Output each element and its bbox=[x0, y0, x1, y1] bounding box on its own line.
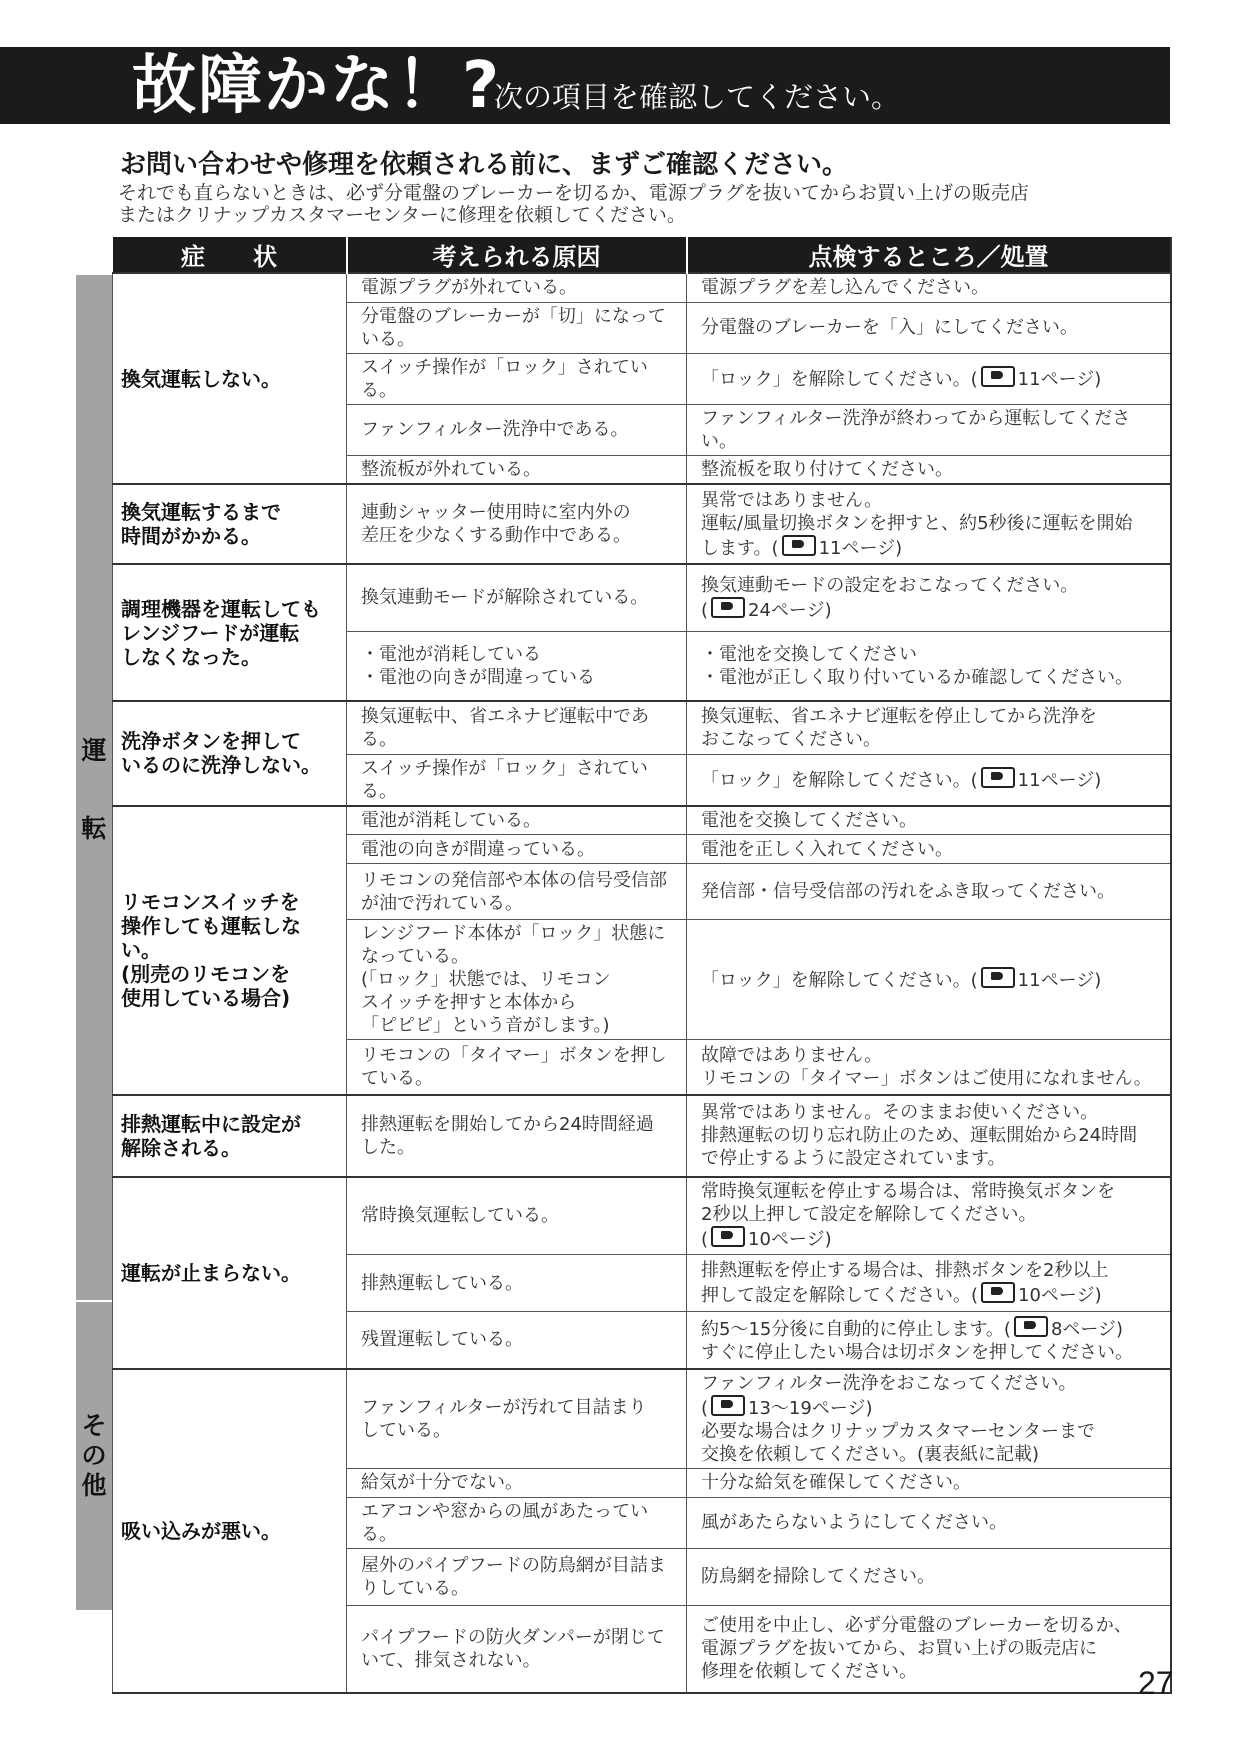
cause-cell: 連動シャッター使用時に室内外の 差圧を少なくする動作中である。 bbox=[347, 484, 687, 564]
action-text: 電池を交換してください。 bbox=[701, 809, 917, 831]
page-number: 27 bbox=[1138, 1665, 1174, 1701]
page-reference-text: 10ページ) bbox=[748, 1229, 832, 1251]
action-cell bbox=[687, 564, 1171, 631]
side-char: 他 bbox=[81, 1471, 107, 1500]
page-reference-icon bbox=[1014, 1316, 1048, 1337]
cause-cell: リモコンの「タイマー」ボタンを押し ている。 bbox=[347, 1040, 687, 1095]
table-body bbox=[113, 273, 1171, 1693]
intro-line: それでも直らないときは、必ず分電盤のブレーカーを切るか、電源プラグを抜いてからお買い上げの販売店 bbox=[118, 182, 1029, 204]
table-row bbox=[113, 273, 1171, 302]
cause-cell: 排熱運転している。 bbox=[347, 1255, 687, 1312]
side-char: 運 bbox=[81, 735, 107, 765]
page-reference-icon bbox=[711, 597, 745, 618]
table-row bbox=[113, 484, 1171, 564]
cause-cell: レンジフード本体が「ロック」状態に なっている。 (「ロック」状態では、リモコン スイッチを押すと本体から 「ピピピ」という音がします。) bbox=[347, 920, 687, 1040]
cause-cell: 換気連動モードが解除されている。 bbox=[347, 564, 687, 631]
cause-cell: 分電盤のブレーカーが「切」になっている。 bbox=[347, 302, 687, 353]
cause-cell: リモコンの発信部や本体の信号受信部 が油で汚れている。 bbox=[347, 864, 687, 920]
action-text: 防鳥網を掃除してください。 bbox=[701, 1566, 935, 1587]
action-text: ・電池を交換してください ・電池が正しく取り付いているか確認してください。 bbox=[701, 643, 1133, 688]
action-text: 電池を正しく入れてください。 bbox=[701, 838, 953, 860]
action-text: 排熱運転を停止する場合は、排熱ボタンを2秒以上 押して設定を解除してください。( bbox=[701, 1260, 1109, 1306]
action-cell bbox=[687, 701, 1171, 754]
action-cell bbox=[687, 1605, 1171, 1693]
action-text-continued: すぐに停止したい場合は切ボタンを押してください。 bbox=[701, 1341, 1133, 1363]
action-cell bbox=[687, 1040, 1171, 1095]
action-text: 「ロック」を解除してください。( bbox=[701, 369, 978, 390]
cause-cell: 整流板が外れている。 bbox=[347, 455, 687, 484]
action-text: ご使用を中止し、必ず分電盤のブレーカーを切るか、 電源プラグを抜いてから、お買い上げの販売店に 修理を依頼してください。 bbox=[701, 1615, 1132, 1683]
action-cell bbox=[687, 1548, 1171, 1605]
cause-cell: ファンフィルター洗浄中である。 bbox=[347, 404, 687, 455]
action-text-continued: 必要な場合はクリナップカスタマーセンターまで 交換を依頼してください。(裏表紙に記載) bbox=[701, 1420, 1096, 1465]
action-text: 電源プラグを差し込んでください。 bbox=[701, 277, 989, 299]
table-row bbox=[113, 806, 1171, 835]
table-row bbox=[113, 701, 1171, 754]
cause-cell: スイッチ操作が「ロック」されている。 bbox=[347, 754, 687, 806]
page-reference-text: 13〜19ページ) bbox=[748, 1397, 873, 1419]
action-cell bbox=[687, 1095, 1171, 1177]
table-row bbox=[113, 1177, 1171, 1255]
action-cell bbox=[687, 273, 1171, 302]
cause-cell: 換気運転中、省エネナビ運転中である。 bbox=[347, 701, 687, 754]
page-reference-text: 11ページ) bbox=[1017, 770, 1102, 791]
header-symptom: 症 状 bbox=[113, 237, 347, 273]
action-cell bbox=[687, 1177, 1171, 1255]
action-cell bbox=[687, 404, 1171, 455]
header-action: 点検するところ／処置 bbox=[687, 237, 1171, 273]
side-char: そ bbox=[81, 1411, 107, 1440]
action-cell bbox=[687, 455, 1171, 484]
lead-heading: お問い合わせや修理を依頼される前に、まずご確認ください。 bbox=[120, 150, 849, 180]
action-cell bbox=[687, 920, 1171, 1040]
cause-cell: ・電池が消耗している ・電池の向きが間違っている bbox=[347, 631, 687, 701]
symptom-cell: 調理機器を運転しても レンジフードが運転 しなくなった。 bbox=[113, 564, 347, 701]
action-text: 約5〜15分後に自動的に停止します。( bbox=[701, 1318, 1011, 1340]
action-text: 十分な給気を確保してください。 bbox=[701, 1472, 971, 1493]
cause-cell: 電源プラグが外れている。 bbox=[347, 273, 687, 302]
action-text: 換気連動モードの設定をおこなってください。 ( bbox=[701, 574, 1079, 621]
side-label-other bbox=[76, 1302, 112, 1610]
page-reference-text: 10ページ) bbox=[1018, 1285, 1102, 1306]
action-text: 異常ではありません。そのままお使いください。 排熱運転の切り忘れ防止のため、運転開始から24時間 で停止するように設定されています。 bbox=[701, 1102, 1138, 1169]
cause-cell: パイプフードの防火ダンパーが閉じて いて、排気されない。 bbox=[347, 1605, 687, 1693]
table-row bbox=[113, 1095, 1171, 1177]
action-cell bbox=[687, 484, 1171, 564]
table-header-row bbox=[113, 237, 1171, 273]
action-text: 整流板を取り付けてください。 bbox=[701, 458, 953, 480]
cause-cell: 電池が消耗している。 bbox=[347, 806, 687, 835]
cause-cell: 排熱運転を開始してから24時間経過 した。 bbox=[347, 1095, 687, 1177]
table-row bbox=[113, 564, 1171, 631]
intro-text bbox=[118, 182, 1138, 226]
header-cause: 考えられる原因 bbox=[347, 237, 687, 273]
cause-cell: エアコンや窓からの風があたっている。 bbox=[347, 1497, 687, 1548]
action-text: ファンフィルター洗浄が終わってから運転してください。 bbox=[701, 407, 1131, 452]
action-cell bbox=[687, 1468, 1171, 1497]
action-text: 分電盤のブレーカーを「入」にしてください。 bbox=[701, 317, 1078, 338]
page-reference-icon bbox=[711, 1226, 745, 1247]
page-reference-text: 24ページ) bbox=[748, 599, 832, 621]
action-cell bbox=[687, 1312, 1171, 1369]
action-text: 故障ではありません。 リモコンの「タイマー」ボタンはご使用になれません。 bbox=[701, 1044, 1152, 1089]
page-reference-icon bbox=[782, 535, 816, 556]
action-text: ファンフィルター洗浄をおこなってください。 ( bbox=[701, 1372, 1077, 1419]
page-title: 故障かな！? bbox=[132, 49, 502, 123]
symptom-cell: 洗浄ボタンを押して いるのに洗浄しない。 bbox=[113, 701, 347, 806]
action-cell bbox=[687, 1255, 1171, 1312]
page-reference-icon bbox=[981, 767, 1015, 788]
page-subtitle: 次の項目を確認してください。 bbox=[494, 80, 901, 114]
action-cell bbox=[687, 1369, 1171, 1469]
page-reference-icon bbox=[981, 1282, 1015, 1303]
page-reference-icon bbox=[981, 967, 1015, 988]
action-text: 常時換気運転を停止する場合は、常時換気ボタンを 2秒以上押して設定を解除してください。 ( bbox=[701, 1181, 1115, 1251]
action-text: 発信部・信号受信部の汚れをふき取ってください。 bbox=[701, 881, 1115, 902]
symptom-cell: 換気運転しない。 bbox=[113, 273, 347, 484]
page-reference-text: 11ページ) bbox=[818, 537, 903, 559]
side-char: 転 bbox=[81, 813, 107, 843]
action-text: 「ロック」を解除してください。( bbox=[701, 970, 978, 991]
intro-line: またはクリナップカスタマーセンターに修理を依頼してください。 bbox=[118, 204, 686, 226]
page-reference-icon bbox=[981, 366, 1015, 387]
action-cell bbox=[687, 754, 1171, 806]
side-label-operation bbox=[76, 275, 112, 1300]
action-cell bbox=[687, 835, 1171, 864]
action-cell bbox=[687, 864, 1171, 920]
cause-cell: 常時換気運転している。 bbox=[347, 1177, 687, 1255]
page-reference-icon bbox=[711, 1395, 745, 1416]
symptom-cell: 吸い込みが悪い。 bbox=[113, 1369, 347, 1694]
action-text: 風があたらないようにしてください。 bbox=[701, 1512, 1007, 1533]
action-cell bbox=[687, 302, 1171, 353]
cause-cell: 給気が十分でない。 bbox=[347, 1468, 687, 1497]
table-row bbox=[113, 1369, 1171, 1469]
action-cell bbox=[687, 1497, 1171, 1548]
cause-cell: ファンフィルターが汚れて目詰まり している。 bbox=[347, 1369, 687, 1469]
action-cell bbox=[687, 353, 1171, 404]
cause-cell: 残置運転している。 bbox=[347, 1312, 687, 1369]
page-reference-text: 11ページ) bbox=[1017, 970, 1102, 991]
title-banner bbox=[0, 47, 1170, 124]
action-cell bbox=[687, 631, 1171, 701]
action-cell bbox=[687, 806, 1171, 835]
cause-cell: 電池の向きが間違っている。 bbox=[347, 835, 687, 864]
symptom-cell: 排熱運転中に設定が 解除される。 bbox=[113, 1095, 347, 1177]
troubleshooting-table bbox=[112, 237, 1172, 1694]
symptom-cell: 運転が止まらない。 bbox=[113, 1177, 347, 1369]
action-text: 「ロック」を解除してください。( bbox=[701, 770, 978, 791]
symptom-cell: リモコンスイッチを 操作しても運転しない。 (別売のリモコンを 使用している場合) bbox=[113, 806, 347, 1095]
action-text: 換気運転、省エネナビ運転を停止してから洗浄を おこなってください。 bbox=[701, 705, 1097, 750]
page-reference-text: 11ページ) bbox=[1017, 369, 1102, 390]
cause-cell: 屋外のパイプフードの防鳥網が目詰ま りしている。 bbox=[347, 1548, 687, 1605]
action-text: 異常ではありません。 運転/風量切換ボタンを押すと、約5秒後に運転を開始 します。( bbox=[701, 489, 1133, 559]
symptom-cell: 換気運転するまで 時間がかかる。 bbox=[113, 484, 347, 564]
page-reference-text: 8ページ) bbox=[1050, 1318, 1124, 1340]
cause-cell: スイッチ操作が「ロック」されている。 bbox=[347, 353, 687, 404]
side-char: の bbox=[81, 1441, 107, 1470]
